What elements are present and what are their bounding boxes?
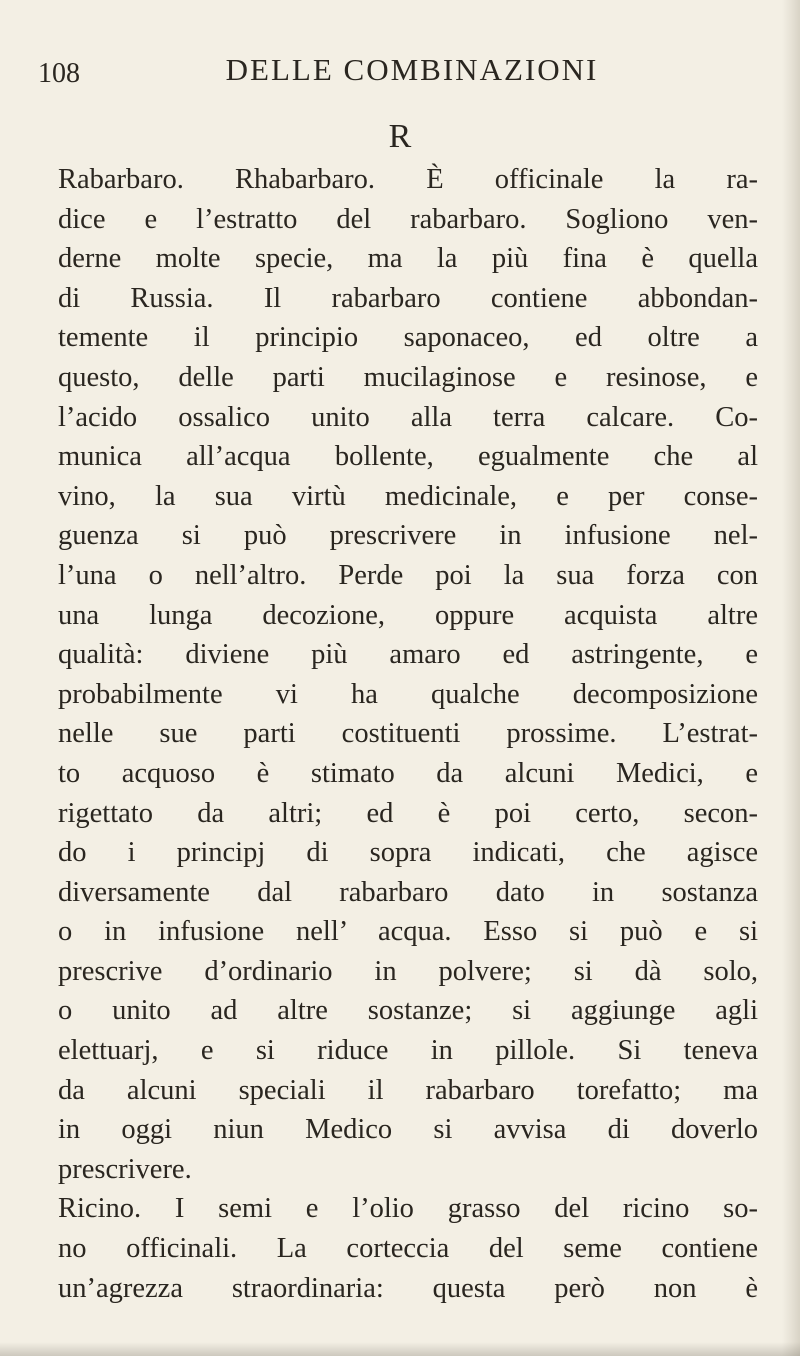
text-line: una lunga decozione, oppure acquista altre <box>58 599 758 631</box>
page-bottom-shadow <box>0 1342 800 1356</box>
text-line: vino, la sua virtù medicinale, e per conse- <box>58 480 758 512</box>
text-line: munica all’acqua bollente, egualmente che al <box>58 441 758 473</box>
page-number: 108 <box>38 58 80 89</box>
running-head <box>0 52 800 92</box>
text-line: rigettato da altri; ed è poi certo, secon- <box>58 797 758 829</box>
text-line: l’acido ossalico unito alla terra calcare. Co- <box>58 401 758 433</box>
text-line: Ricino. I semi e l’olio grasso del ricino so- <box>58 1193 758 1225</box>
text-line: diversamente dal rabarbaro dato in sostanza <box>58 876 758 908</box>
text-line: probabilmente vi ha qualche decomposizione <box>58 678 758 710</box>
text-line: o in infusione nell’ acqua. Esso si può e si <box>58 916 758 948</box>
text-line: Rabarbaro. Rhabarbaro. È officinale la ra- <box>58 164 758 195</box>
body-text <box>58 160 758 1308</box>
text-line: un’agrezza straordinaria: questa però non è <box>58 1272 758 1304</box>
text-line: prescrivere. <box>58 1153 192 1185</box>
text-line: derne molte specie, ma la più fina è quella <box>58 243 758 275</box>
text-line: to acquoso è stimato da alcuni Medici, e <box>58 757 758 789</box>
text-line: nelle sue parti costituenti prossime. L’estrat- <box>58 718 758 750</box>
running-title: DELLE COMBINAZIONI <box>225 52 599 87</box>
text-line: guenza si può prescrivere in infusione nel- <box>58 520 758 552</box>
text-line: qualità: diviene più amaro ed astringente, e <box>58 639 758 671</box>
text-line: prescrive d’ordinario in polvere; si dà solo, <box>58 955 758 987</box>
text-line: l’una o nell’altro. Perde poi la sua forza con <box>58 559 758 591</box>
text-line: temente il principio saponaceo, ed oltre a <box>58 322 758 354</box>
text-line: elettuarj, e si riduce in pillole. Si teneva <box>58 1035 758 1067</box>
text-line: o unito ad altre sostanze; si aggiunge agli <box>58 995 758 1027</box>
text-line: questo, delle parti mucilaginose e resinose, e <box>58 361 758 393</box>
text-line: no officinali. La corteccia del seme contiene <box>58 1233 758 1265</box>
text-line: dice e l’estratto del rabarbaro. Sogliono ven- <box>58 203 758 235</box>
text-line: da alcuni speciali il rabarbaro torefatto; ma <box>58 1074 758 1106</box>
section-letter: R <box>388 118 412 155</box>
page-edge-shadow <box>782 0 800 1356</box>
text-line: in oggi niun Medico si avvisa di doverlo <box>58 1114 758 1146</box>
text-line: do i principj di sopra indicati, che agisce <box>58 837 758 869</box>
text-line: di Russia. Il rabarbaro contiene abbondan- <box>58 282 758 314</box>
